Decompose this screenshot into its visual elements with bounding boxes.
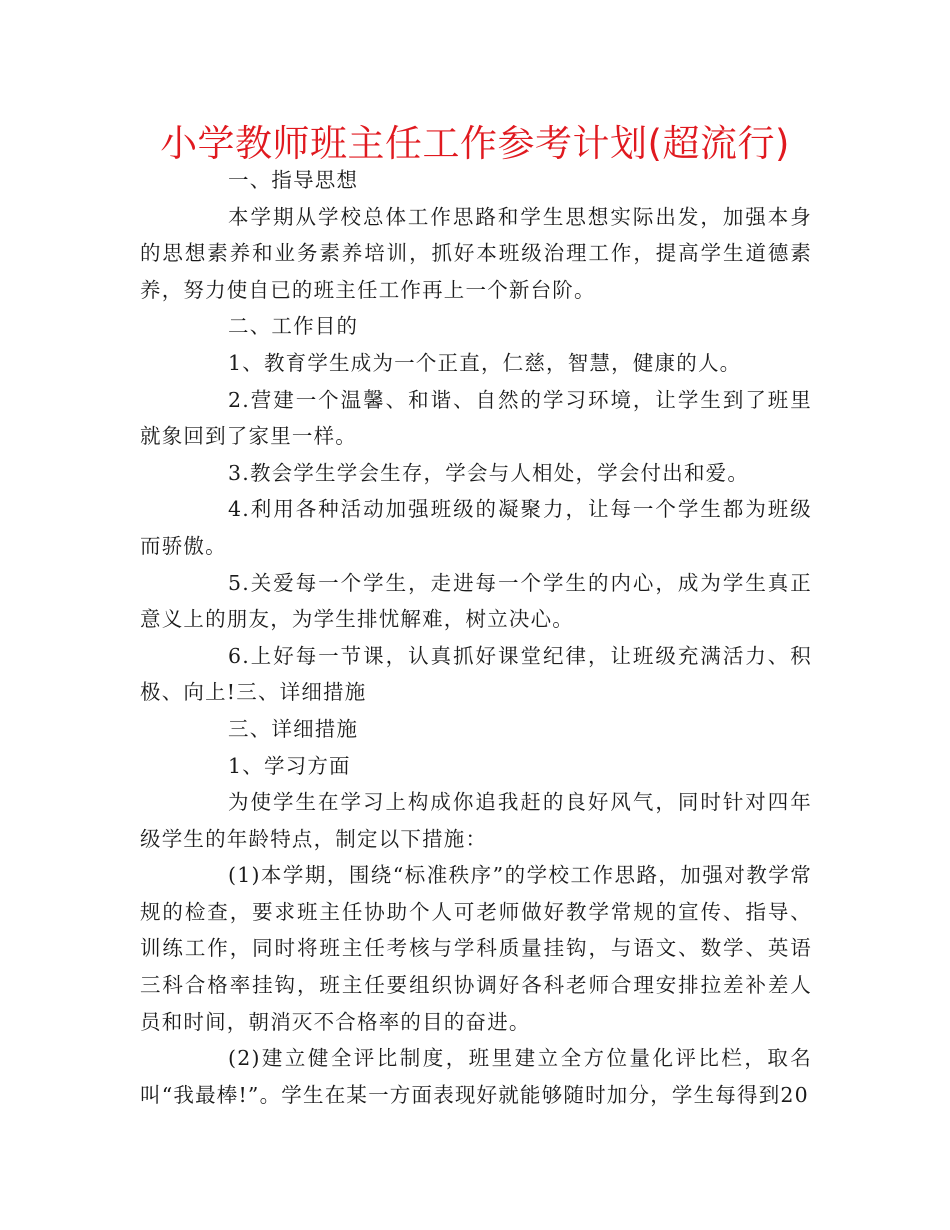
heading-detailed-measures: 三、详细措施 (228, 716, 359, 741)
list-item: 6.上好每一节课，认真抓好课堂纪律，让班级充满活力、积极、向上!三、详细措施 (140, 643, 812, 705)
paragraph: 本学期从学校总体工作思路和学生思想实际出发，加强本身的思想素养和业务素养培训，抓好本班级治理工作，提高学生道德素养，努力使自已的班主任工作再上一个新台阶。 (140, 204, 812, 302)
paragraph: (1)本学期，围绕“标准秩序”的学校工作思路，加强对教学常规的检查，要求班主任协助个人可老师做好教学常规的宣传、指导、训练工作，同时将班主任考核与学科质量挂钩，与语文、数学、英语三科合格率挂钩，班主任要组织协调好各科老师合理安排拉差补差人员和时间，朝消灭不合格率的目的奋进。 (140, 863, 812, 1034)
list-item: 2.营建一个温馨、和谐、自然的学习环境，让学生到了班里就象回到了家里一样。 (140, 387, 812, 449)
heading-guiding-ideology: 一、指导思想 (228, 168, 359, 192)
document-body (140, 162, 812, 1113)
paragraph: 为使学生在学习上构成你追我赶的良好风气，同时针对四年级学生的年龄特点，制定以下措施： (140, 790, 812, 851)
list-item: 4.利用各种活动加强班级的凝聚力，让每一个学生都为班级而骄傲。 (140, 497, 812, 558)
heading-work-goals: 二、工作目的 (228, 314, 359, 339)
list-item: 5.关爱每一个学生，走进每一个学生的内心，成为学生真正意义上的朋友，为学生排忧解难，树立决心。 (140, 570, 812, 632)
paragraph: (2)建立健全评比制度，班里建立全方位量化评比栏，取名叫“我最棒!”。学生在某一方面表现好就能够随时加分，学生每得到20 (140, 1046, 812, 1107)
document-title: 小学教师班主任工作参考计划(超流行) (160, 122, 790, 165)
list-item: 3.教会学生学会生存，学会与人相处，学会付出和爱。 (228, 460, 750, 485)
subheading-study: 1、学习方面 (228, 753, 351, 778)
list-item: 1、教育学生成为一个正直，仁慈，智慧，健康的人。 (228, 350, 742, 375)
